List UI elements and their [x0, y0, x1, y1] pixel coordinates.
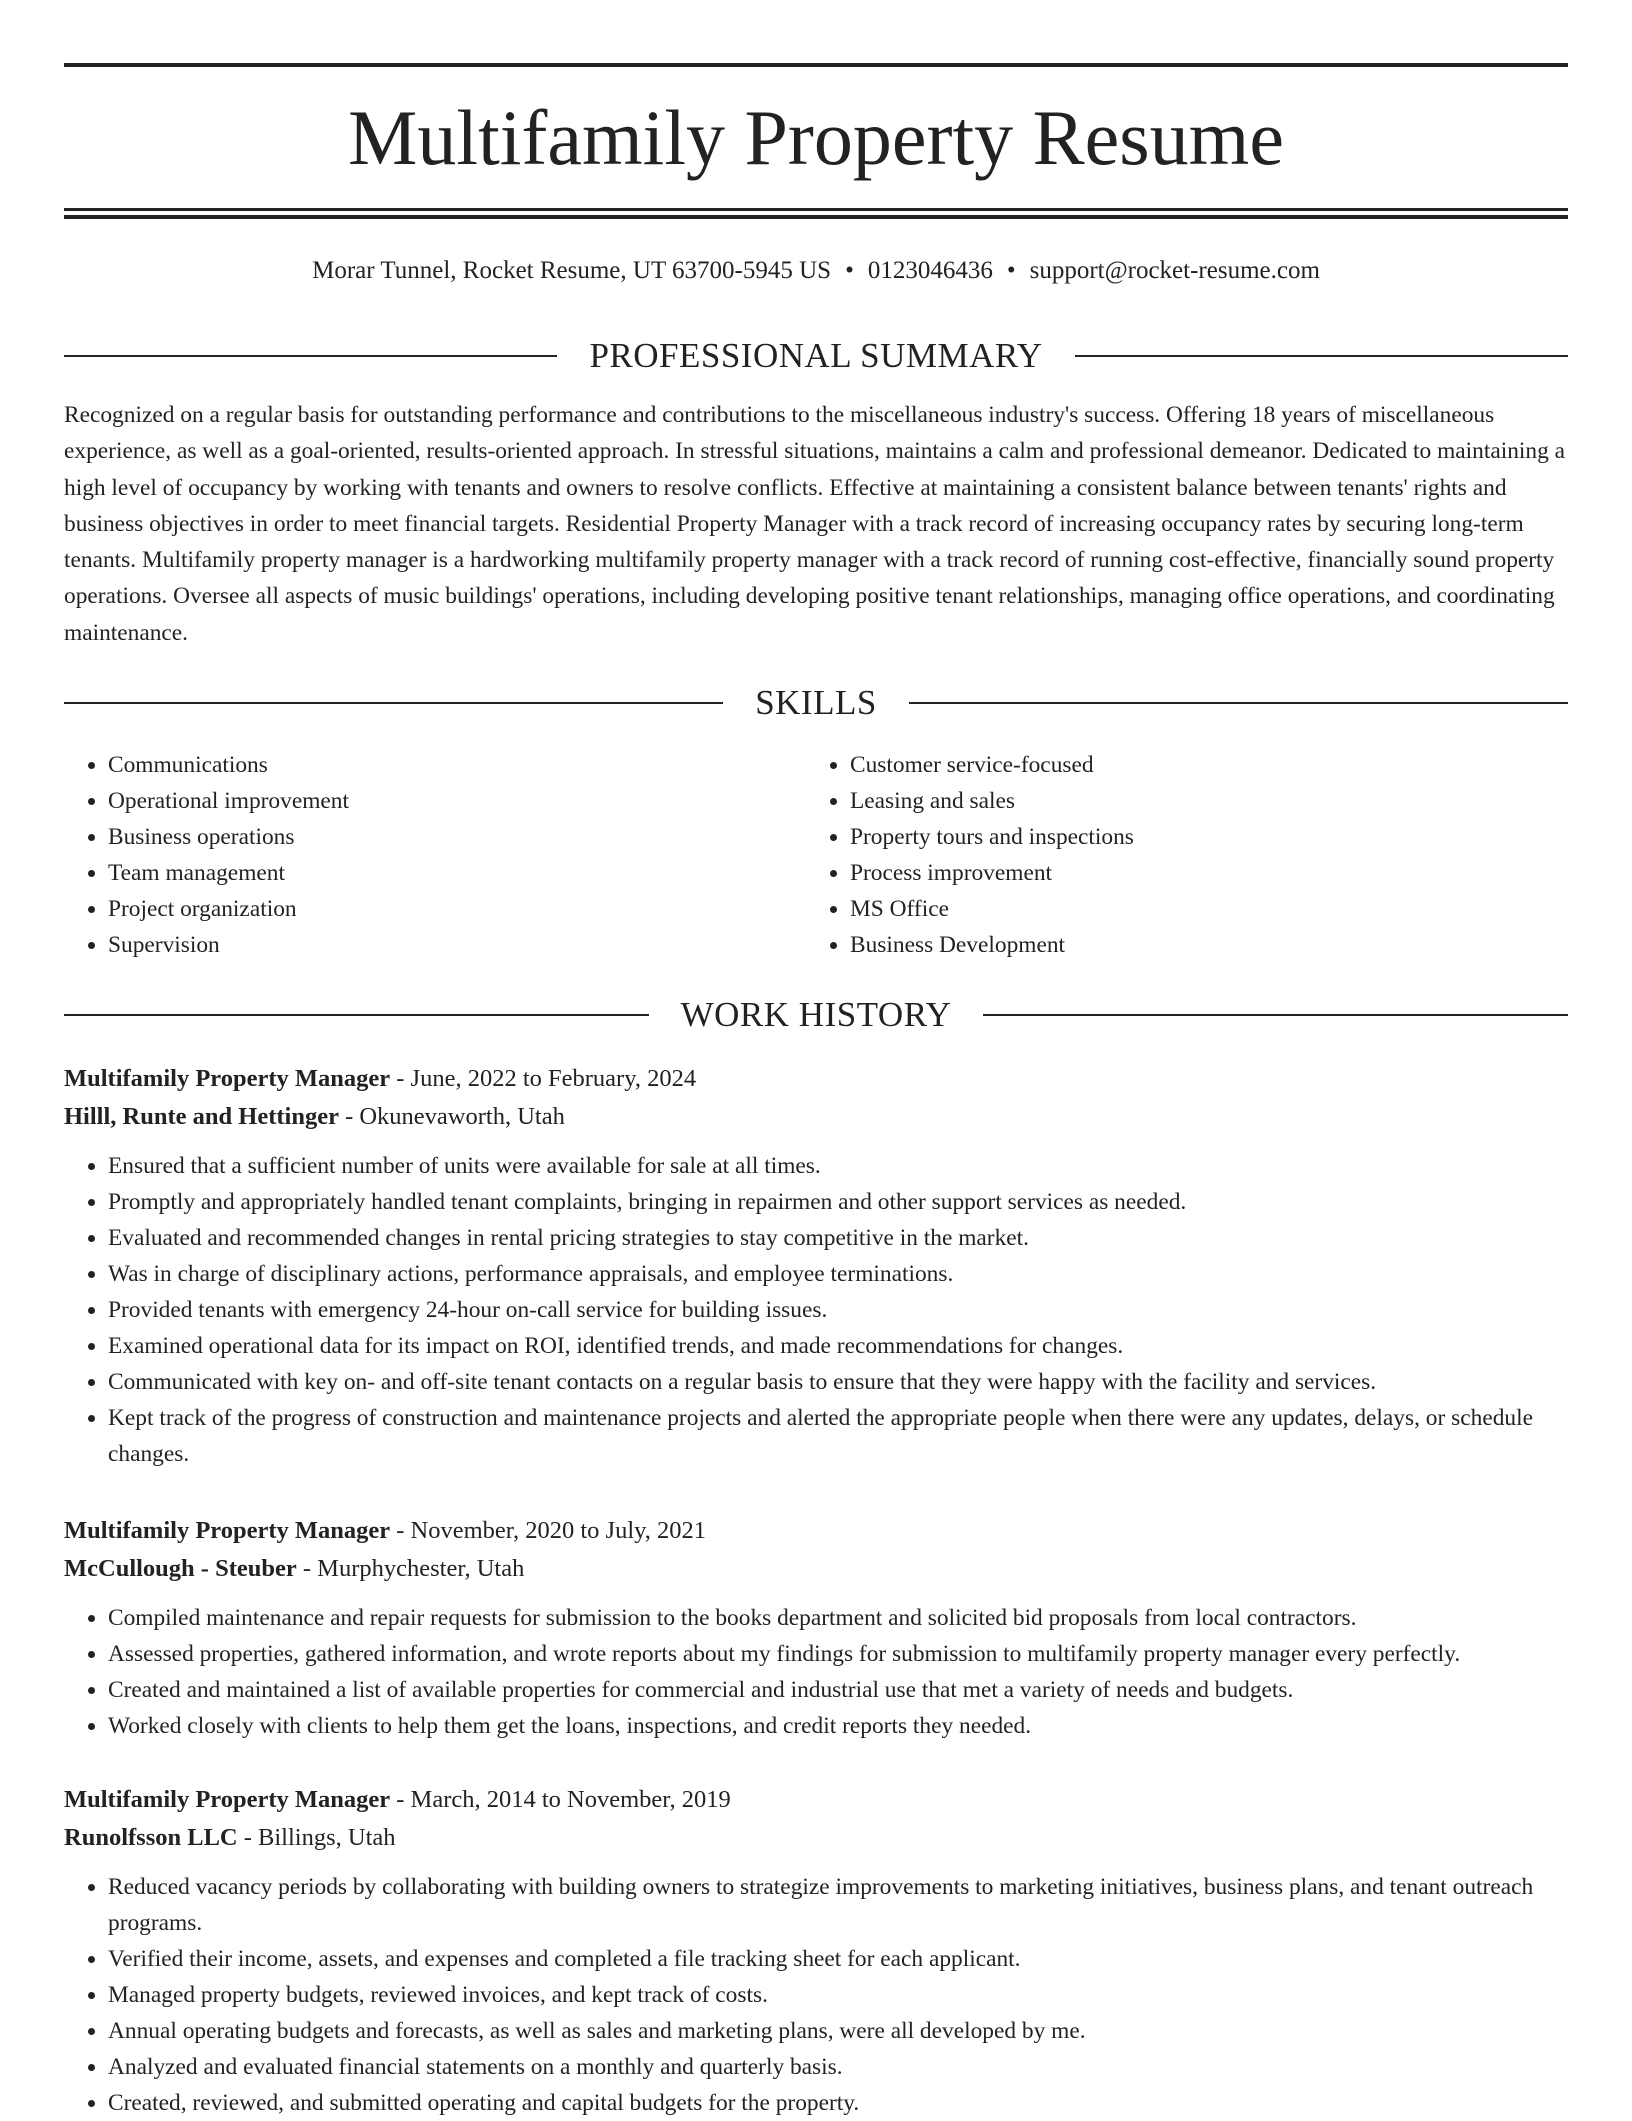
- skill-item: • Property tours and inspections: [850, 819, 1506, 855]
- job-duty: • Examined operational data for its impact on ROI, identified trends, and made recommendations for changes.: [108, 1328, 1568, 1364]
- skill-item: • Supervision: [108, 927, 764, 963]
- skill-item: • Process improvement: [850, 855, 1506, 891]
- contact-email: support@rocket-resume.com: [1029, 257, 1320, 284]
- skills-heading: SKILLS: [755, 683, 877, 722]
- job-title-line: [64, 1512, 1568, 1550]
- job-duty: • Annual operating budgets and forecasts, as well as sales and marketing plans, were all developed by me.: [108, 2013, 1568, 2049]
- summary-heading: PROFESSIONAL SUMMARY: [589, 336, 1043, 375]
- job-location: - Murphychester, Utah: [296, 1555, 525, 1582]
- work-heading: WORK HISTORY: [680, 995, 952, 1034]
- job-duty: • Managed property budgets, reviewed invoices, and kept track of costs.: [108, 1977, 1568, 2013]
- job-duties-list: [64, 1600, 1568, 1744]
- job-location: - Okunevaworth, Utah: [338, 1103, 565, 1130]
- skill-item: • Leasing and sales: [850, 783, 1506, 819]
- resume-title: Multifamily Property Resume: [348, 94, 1284, 181]
- heading-rule-right: [1075, 355, 1568, 357]
- job-dates: - March, 2014 to November, 2019: [390, 1786, 731, 1813]
- job-title: Multifamily Property Manager: [64, 1065, 391, 1092]
- job-company: McCullough - Steuber: [64, 1555, 297, 1582]
- work-section-heading: [64, 993, 1568, 1037]
- job-duty: • Verified their income, assets, and expenses and completed a file tracking sheet for each applicant.: [108, 1941, 1568, 1977]
- job-duty: • Ensured that a sufficient number of units were available for sale at all times.: [108, 1148, 1568, 1184]
- skills-list-left: [64, 747, 764, 963]
- job-duty: • Created and maintained a list of available properties for commercial and industrial use that met a variety of needs and budgets.: [108, 1672, 1568, 1708]
- heading-rule-right: [983, 1014, 1568, 1016]
- job-company: Hilll, Runte and Hettinger: [64, 1103, 339, 1130]
- job-entry: [64, 1512, 1568, 1744]
- skill-item: • Communications: [108, 747, 764, 783]
- summary-text: Recognized on a regular basis for outstanding performance and contributions to the miscellaneous industry's success. Offering 18 years of miscellaneous experience, as well as a goal-oriented, results-oriented approach. In stressful situations, maintains a calm and professional demeanor. Dedicated to maintaining a high level of occupancy by working with tenants and owners to resolve conflicts. Effective at maintaining a consistent balance between tenants' rights and business objectives in order to meet financial targets. Residential Property Manager with a track record of increasing occupancy rates by securing long-term tenants. Multifamily property manager is a hardworking multifamily property manager with a track record of running cost-effective, financially sound property operations. Oversee all aspects of music buildings' operations, including developing positive tenant relationships, managing office operations, and coordinating maintenance.: [64, 402, 1566, 646]
- job-duty: • Reduced vacancy periods by collaborating with building owners to strategize improvements to marketing initiatives, business plans, and tenant outreach programs.: [108, 1869, 1568, 1941]
- job-dates: - November, 2020 to July, 2021: [390, 1517, 707, 1544]
- job-company: Runolfsson LLC: [64, 1824, 238, 1851]
- heading-rule-left: [64, 1014, 649, 1016]
- skills-section-heading: [64, 681, 1568, 725]
- heading-rule-left: [64, 702, 723, 704]
- skill-item: • Team management: [108, 855, 764, 891]
- heading-rule-left: [64, 355, 557, 357]
- skill-item: • Business operations: [108, 819, 764, 855]
- job-duty: • Provided tenants with emergency 24-hour on-call service for building issues.: [108, 1292, 1568, 1328]
- skill-item: • Customer service-focused: [850, 747, 1506, 783]
- job-duty: • Analyzed and evaluated financial statements on a monthly and quarterly basis.: [108, 2049, 1568, 2085]
- skills-column-left: [64, 747, 764, 963]
- contact-line: [64, 252, 1568, 290]
- job-duty: • Kept track of the progress of construction and maintenance projects and alerted the appropriate people when there were any updates, delays, or schedule changes.: [108, 1400, 1568, 1472]
- contact-separator: •: [1006, 257, 1016, 284]
- skill-item: • Project organization: [108, 891, 764, 927]
- job-entry: [64, 1060, 1568, 1472]
- heading-rule-right: [909, 702, 1568, 704]
- job-title: Multifamily Property Manager: [64, 1517, 391, 1544]
- contact-address: Morar Tunnel, Rocket Resume, UT 63700-5945 US: [312, 257, 832, 284]
- job-title-line: [64, 1060, 1568, 1098]
- job-duty: • Promptly and appropriately handled tenant complaints, bringing in repairmen and other support services as needed.: [108, 1184, 1568, 1220]
- job-location: - Billings, Utah: [237, 1824, 396, 1851]
- job-duty: • Was in charge of disciplinary actions, performance appraisals, and employee terminations.: [108, 1256, 1568, 1292]
- job-company-line: [64, 1550, 1568, 1588]
- job-duty: • Communicated with key on- and off-site tenant contacts on a regular basis to ensure that they were happy with the facility and services.: [108, 1364, 1568, 1400]
- skill-item: • MS Office: [850, 891, 1506, 927]
- job-duties-list: [64, 1148, 1568, 1472]
- job-title-line: [64, 1781, 1568, 1819]
- skill-item: • Business Development: [850, 927, 1506, 963]
- job-duties-list: [64, 1869, 1568, 2121]
- job-duty: • Created, reviewed, and submitted operating and capital budgets for the property.: [108, 2085, 1568, 2121]
- job-entry: [64, 1781, 1568, 2121]
- skills-column-right: [806, 747, 1506, 963]
- skills-list-right: [806, 747, 1506, 963]
- skill-item: • Operational improvement: [108, 783, 764, 819]
- job-dates: - June, 2022 to February, 2024: [390, 1065, 697, 1092]
- job-title: Multifamily Property Manager: [64, 1786, 391, 1813]
- top-rule: [64, 63, 1568, 67]
- summary-section-heading: [64, 334, 1568, 378]
- job-company-line: [64, 1098, 1568, 1136]
- job-duty: • Evaluated and recommended changes in rental pricing strategies to stay competitive in the market.: [108, 1220, 1568, 1256]
- job-duty: • Worked closely with clients to help them get the loans, inspections, and credit reports they needed.: [108, 1708, 1568, 1744]
- job-duty: • Assessed properties, gathered information, and wrote reports about my findings for submission to multifamily property manager every perfectly.: [108, 1636, 1568, 1672]
- contact-separator: •: [845, 257, 854, 284]
- title-rule-upper: [64, 208, 1568, 211]
- job-company-line: [64, 1819, 1568, 1857]
- job-duty: • Compiled maintenance and repair requests for submission to the books department and solicited bid proposals from local contractors.: [108, 1600, 1568, 1636]
- title-rule-lower: [64, 215, 1568, 219]
- contact-phone: 0123046436: [867, 257, 993, 284]
